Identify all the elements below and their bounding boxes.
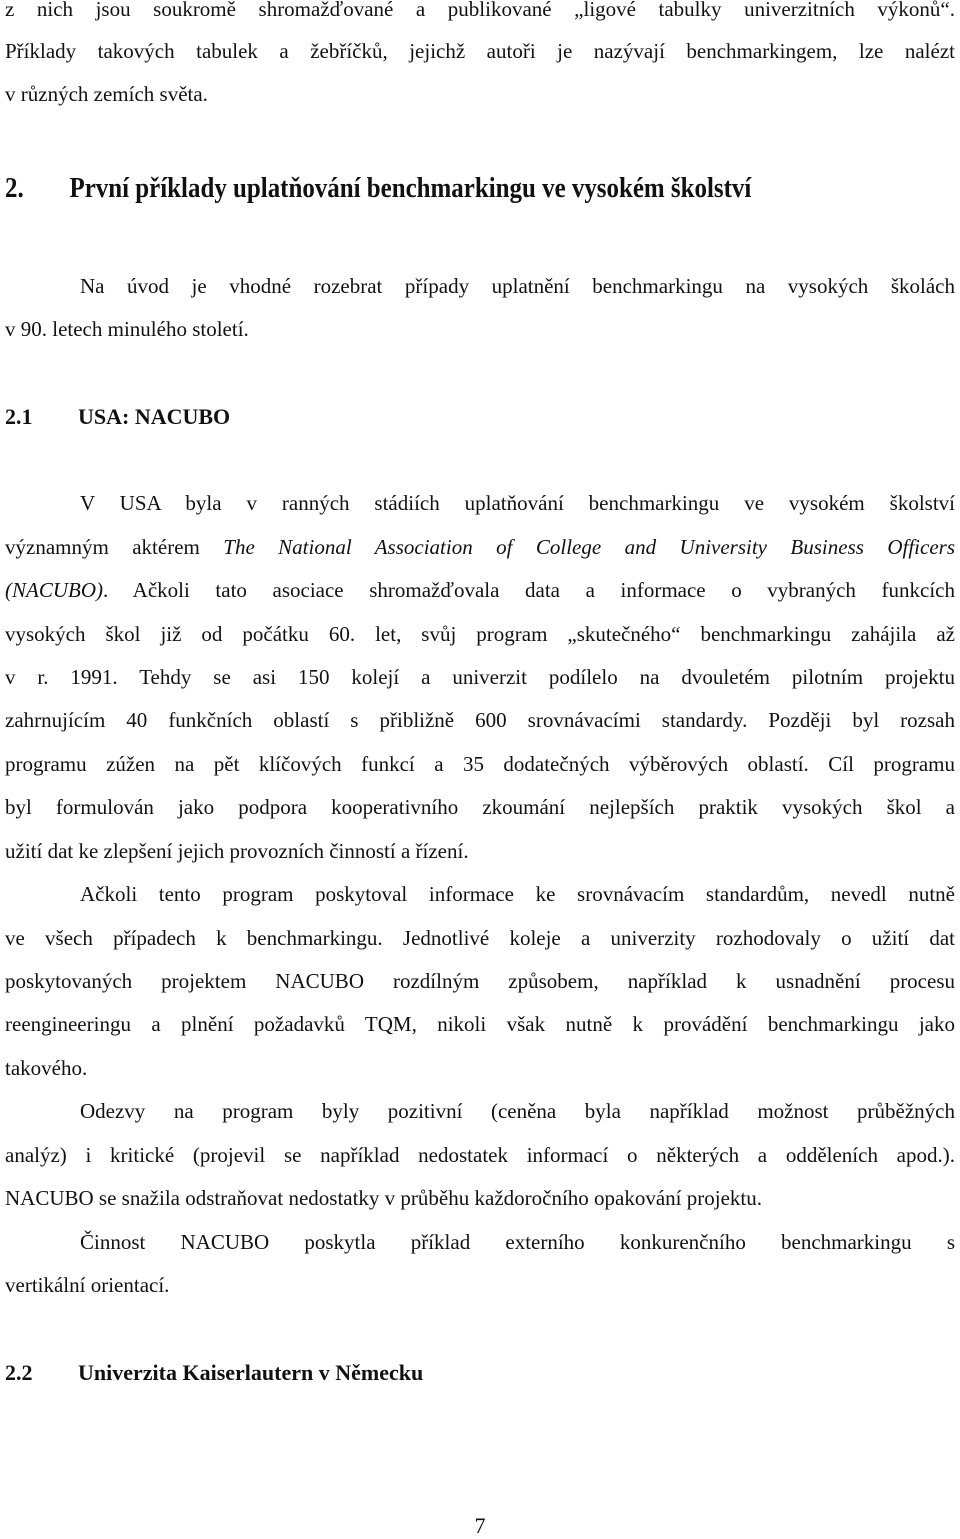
page-number: 7 xyxy=(474,1513,486,1538)
section-2-number: 2. xyxy=(5,172,24,204)
p4-line-2: vertikální orientací. xyxy=(5,1273,170,1297)
p1-acronym: (NACUBO) xyxy=(5,578,103,602)
p1-line-1: V USA byla v ranných stádiích uplatňování benchmarkingu ve vysokém školství xyxy=(80,491,955,515)
p3-line-2: analýz) i kritické (projevil se například nedostatek informací o některých a odděleních apod.). xyxy=(5,1143,955,1167)
p1-line-9: užití dat ke zlepšení jejich provozních činností a řízení. xyxy=(5,839,469,863)
section-2-1-number: 2.1 xyxy=(5,404,33,429)
section-2-1-title: USA: NACUBO xyxy=(78,404,231,429)
section-2-2-number: 2.2 xyxy=(5,1360,33,1385)
p1-line-7: programu zúžen na pět klíčových funkcí a 35 dodatečných výběrových oblastí. Cíl programu xyxy=(5,752,955,776)
section-2-1-heading xyxy=(5,403,230,431)
section-2-heading xyxy=(5,170,751,206)
p3-line-3: NACUBO se snažila odstraňovat nedostatky v průběhu každoročního opakování projektu. xyxy=(5,1186,762,1210)
section-2-line-2: v 90. letech minulého století. xyxy=(5,317,249,341)
p1-line-4: vysokých škol již od počátku 60. let, svůj program „skutečného“ benchmarkingu zahájila až xyxy=(5,622,955,646)
intro-line-3: v různých zemích světa. xyxy=(5,82,208,106)
p1-line-2-text: významným aktérem xyxy=(5,535,224,559)
p1-organization-name: The National Association of College and University Business Officers xyxy=(223,535,955,559)
section-2-line-1: Na úvod je vhodné rozebrat případy uplatnění benchmarkingu na vysokých školách xyxy=(80,274,955,298)
p1-line-3-text: . Ačkoli tato asociace shromažďovala data a informace o vybraných funkcích xyxy=(103,578,955,602)
p2-line-1: Ačkoli tento program poskytoval informace ke srovnávacím standardům, nevedl nutně xyxy=(80,882,955,906)
intro-line-2: Příklady takových tabulek a žebříčků, jejichž autoři je nazývají benchmarkingem, lze nalézt xyxy=(5,39,955,63)
section-2-2-title: Univerzita Kaiserlautern v Německu xyxy=(78,1360,424,1385)
p2-line-4: reengineeringu a plnění požadavků TQM, nikoli však nutně k provádění benchmarkingu jako xyxy=(5,1012,955,1036)
section-2-title: První příklady uplatňování benchmarkingu ve vysokém školství xyxy=(69,172,752,204)
p1-line-3 xyxy=(5,577,955,603)
p3-line-1: Odezvy na program byly pozitivní (ceněna byla například možnost průběžných xyxy=(80,1099,955,1123)
intro-line-1: z nich jsou soukromě shromažďované a publikované „ligové tabulky univerzitních výkonů“. xyxy=(5,0,955,21)
p1-line-6: zahrnujícím 40 funkčních oblastí s přibližně 600 srovnávacími standardy. Později byl rozsah xyxy=(5,708,955,732)
p2-line-5: takového. xyxy=(5,1056,88,1080)
p4-line-1: Činnost NACUBO poskytla příklad externího konkurenčního benchmarkingu s xyxy=(80,1230,955,1254)
p1-line-5: v r. 1991. Tehdy se asi 150 kolejí a univerzit podílelo na dvouletém pilotním projektu xyxy=(5,665,955,689)
p1-line-8: byl formulován jako podpora kooperativního zkoumání nejlepších praktik vysokých škol a xyxy=(5,795,955,819)
p2-line-2: ve všech případech k benchmarkingu. Jednotlivé koleje a univerzity rozhodovaly o užití dat xyxy=(5,926,955,950)
section-2-2-heading xyxy=(5,1359,423,1387)
p2-line-3: poskytovaných projektem NACUBO rozdílným způsobem, například k usnadnění procesu xyxy=(5,969,955,993)
p1-line-2 xyxy=(5,534,955,560)
